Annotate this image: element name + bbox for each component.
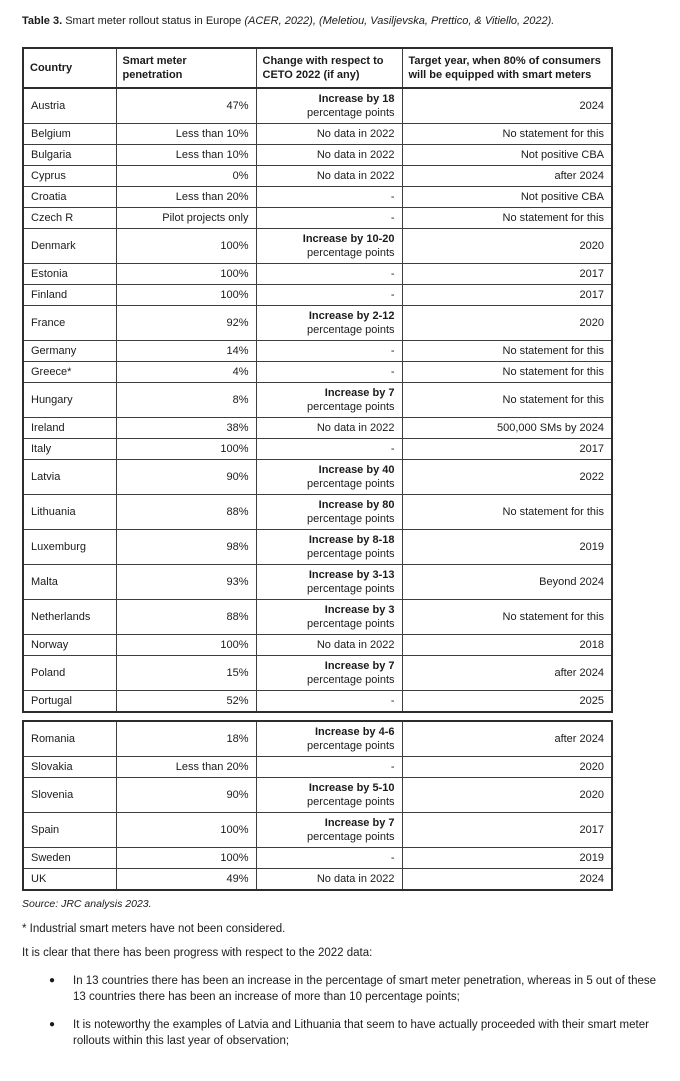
table-caption-citation: (ACER, 2022), (Meletiou, Vasiljevska, Prettico, & Vitiello, 2022). xyxy=(244,15,555,27)
penetration-cell: 49% xyxy=(116,869,256,891)
target-year-cell: No statement for this xyxy=(402,341,612,362)
change-amount: Increase by 3 xyxy=(324,604,395,616)
change-cell xyxy=(256,383,402,418)
change-cell xyxy=(256,306,402,341)
country-cell: Cyprus xyxy=(23,166,116,187)
penetration-cell: 100% xyxy=(116,848,256,869)
penetration-cell: 0% xyxy=(116,166,256,187)
change-cell xyxy=(256,813,402,848)
change-cell: - xyxy=(256,757,402,778)
target-year-cell: 2025 xyxy=(402,691,612,713)
table-row xyxy=(23,418,612,439)
change-amount: Increase by 18 xyxy=(318,93,395,105)
change-unit: percentage points xyxy=(307,674,395,686)
country-cell: Estonia xyxy=(23,264,116,285)
change-cell: - xyxy=(256,285,402,306)
column-header-target-year: Target year, when 80% of consumers will be equipped with smart meters xyxy=(402,48,612,88)
change-cell xyxy=(256,88,402,124)
penetration-cell: 88% xyxy=(116,600,256,635)
target-year-cell: No statement for this xyxy=(402,383,612,418)
penetration-cell: 92% xyxy=(116,306,256,341)
country-cell: Croatia xyxy=(23,187,116,208)
target-year-cell: 2020 xyxy=(402,229,612,264)
change-unit: percentage points xyxy=(307,583,395,595)
country-cell: Portugal xyxy=(23,691,116,713)
penetration-cell: 52% xyxy=(116,691,256,713)
country-cell: Sweden xyxy=(23,848,116,869)
target-year-cell: 2020 xyxy=(402,757,612,778)
target-year-cell: No statement for this xyxy=(402,208,612,229)
footnote: * Industrial smart meters have not been considered. xyxy=(22,923,286,935)
bullet-list xyxy=(22,973,660,1049)
country-cell: Netherlands xyxy=(23,600,116,635)
country-cell: France xyxy=(23,306,116,341)
table-row xyxy=(23,229,612,264)
country-cell: Norway xyxy=(23,635,116,656)
penetration-cell: 90% xyxy=(116,460,256,495)
change-cell xyxy=(256,495,402,530)
target-year-cell: 500,000 SMs by 2024 xyxy=(402,418,612,439)
target-year-cell: 2019 xyxy=(402,848,612,869)
penetration-cell: 100% xyxy=(116,635,256,656)
table-row xyxy=(23,778,612,813)
change-cell xyxy=(256,229,402,264)
table-caption xyxy=(22,14,660,29)
change-cell xyxy=(256,721,402,757)
penetration-cell: 100% xyxy=(116,285,256,306)
table-row xyxy=(23,757,612,778)
target-year-cell: 2017 xyxy=(402,264,612,285)
target-year-cell: 2022 xyxy=(402,460,612,495)
intro-paragraph: It is clear that there has been progress with respect to the 2022 data: xyxy=(22,947,373,959)
target-year-cell: Beyond 2024 xyxy=(402,565,612,600)
target-year-cell: 2018 xyxy=(402,635,612,656)
table-row xyxy=(23,635,612,656)
table-row xyxy=(23,341,612,362)
change-unit: percentage points xyxy=(307,247,395,259)
table-row xyxy=(23,600,612,635)
table-row xyxy=(23,691,612,713)
penetration-cell: Pilot projects only xyxy=(116,208,256,229)
table-row xyxy=(23,869,612,891)
column-header-change: Change with respect to CETO 2022 (if any) xyxy=(256,48,402,88)
table-row xyxy=(23,565,612,600)
change-unit: percentage points xyxy=(307,548,395,560)
table-row xyxy=(23,383,612,418)
change-unit: percentage points xyxy=(307,740,395,752)
table-row xyxy=(23,530,612,565)
target-year-cell: 2019 xyxy=(402,530,612,565)
penetration-cell: 88% xyxy=(116,495,256,530)
source-note: Source: JRC analysis 2023. xyxy=(22,898,152,910)
penetration-cell: 100% xyxy=(116,439,256,460)
change-unit: percentage points xyxy=(307,618,395,630)
change-cell: No data in 2022 xyxy=(256,869,402,891)
penetration-cell: 38% xyxy=(116,418,256,439)
penetration-cell: 8% xyxy=(116,383,256,418)
change-unit: percentage points xyxy=(307,796,395,808)
change-amount: Increase by 8-18 xyxy=(308,534,395,546)
country-cell: Denmark xyxy=(23,229,116,264)
target-year-cell: 2024 xyxy=(402,869,612,891)
country-cell: Latvia xyxy=(23,460,116,495)
table-body-part-2 xyxy=(23,721,612,890)
penetration-cell: 93% xyxy=(116,565,256,600)
change-cell xyxy=(256,460,402,495)
country-cell: Czech R xyxy=(23,208,116,229)
penetration-cell: Less than 10% xyxy=(116,145,256,166)
change-cell: - xyxy=(256,264,402,285)
penetration-cell: 15% xyxy=(116,656,256,691)
country-cell: Austria xyxy=(23,88,116,124)
change-amount: Increase by 2-12 xyxy=(308,310,395,322)
column-header-country: Country xyxy=(23,48,116,88)
change-cell: - xyxy=(256,439,402,460)
penetration-cell: 100% xyxy=(116,264,256,285)
bullet-item xyxy=(22,1017,660,1049)
target-year-cell: No statement for this xyxy=(402,495,612,530)
target-year-cell: 2020 xyxy=(402,306,612,341)
change-unit: percentage points xyxy=(307,324,395,336)
bullet-icon: ● xyxy=(49,975,56,986)
table-row xyxy=(23,656,612,691)
penetration-cell: Less than 10% xyxy=(116,124,256,145)
change-cell: - xyxy=(256,848,402,869)
country-cell: Belgium xyxy=(23,124,116,145)
penetration-cell: 100% xyxy=(116,813,256,848)
change-cell: No data in 2022 xyxy=(256,145,402,166)
change-amount: Increase by 5-10 xyxy=(308,782,395,794)
table-row xyxy=(23,460,612,495)
table-row xyxy=(23,187,612,208)
smart-meter-table-part-1 xyxy=(22,47,613,713)
change-cell: No data in 2022 xyxy=(256,418,402,439)
table-caption-text: Smart meter rollout status in Europe xyxy=(65,15,242,27)
country-cell: Ireland xyxy=(23,418,116,439)
change-amount: Increase by 3-13 xyxy=(308,569,395,581)
penetration-cell: 100% xyxy=(116,229,256,264)
change-amount: Increase by 10-20 xyxy=(302,233,395,245)
change-amount: Increase by 7 xyxy=(324,387,395,399)
change-cell: - xyxy=(256,187,402,208)
table-caption-label: Table 3. xyxy=(22,15,63,27)
table-row xyxy=(23,166,612,187)
country-cell: Slovenia xyxy=(23,778,116,813)
table-row xyxy=(23,721,612,757)
penetration-cell: 14% xyxy=(116,341,256,362)
target-year-cell: after 2024 xyxy=(402,656,612,691)
penetration-cell: 90% xyxy=(116,778,256,813)
country-cell: Bulgaria xyxy=(23,145,116,166)
change-cell: - xyxy=(256,341,402,362)
country-cell: Hungary xyxy=(23,383,116,418)
change-cell xyxy=(256,530,402,565)
penetration-cell: Less than 20% xyxy=(116,187,256,208)
target-year-cell: No statement for this xyxy=(402,362,612,383)
penetration-cell: 4% xyxy=(116,362,256,383)
country-cell: Slovakia xyxy=(23,757,116,778)
table-row xyxy=(23,285,612,306)
country-cell: Greece* xyxy=(23,362,116,383)
change-unit: percentage points xyxy=(307,107,395,119)
table-row xyxy=(23,813,612,848)
penetration-cell: 98% xyxy=(116,530,256,565)
header-row xyxy=(23,48,612,88)
penetration-cell: Less than 20% xyxy=(116,757,256,778)
table-row xyxy=(23,362,612,383)
bullet-text: In 13 countries there has been an increase in the percentage of smart meter penetration, whereas in 5 out of these 13 countries there has been an increase of more than 10 percentage points; xyxy=(73,975,657,1003)
table-row xyxy=(23,306,612,341)
target-year-cell: 2017 xyxy=(402,439,612,460)
target-year-cell: No statement for this xyxy=(402,124,612,145)
target-year-cell: Not positive CBA xyxy=(402,187,612,208)
change-cell: - xyxy=(256,208,402,229)
table-row xyxy=(23,264,612,285)
change-unit: percentage points xyxy=(307,831,395,843)
target-year-cell: Not positive CBA xyxy=(402,145,612,166)
table-row xyxy=(23,439,612,460)
target-year-cell: 2024 xyxy=(402,88,612,124)
change-cell: No data in 2022 xyxy=(256,124,402,145)
target-year-cell: after 2024 xyxy=(402,166,612,187)
bullet-text: It is noteworthy the examples of Latvia and Lithuania that seem to have actually proceeded with their smart meter rollouts within this last year of observation; xyxy=(73,1019,649,1047)
change-cell: No data in 2022 xyxy=(256,166,402,187)
country-cell: Lithuania xyxy=(23,495,116,530)
table-row xyxy=(23,88,612,124)
table-row xyxy=(23,848,612,869)
bullet-item xyxy=(22,973,660,1005)
column-header-penetration: Smart meter penetration xyxy=(116,48,256,88)
table-row xyxy=(23,208,612,229)
table-row xyxy=(23,495,612,530)
country-cell: Romania xyxy=(23,721,116,757)
penetration-cell: 18% xyxy=(116,721,256,757)
table-row xyxy=(23,145,612,166)
change-cell xyxy=(256,778,402,813)
change-unit: percentage points xyxy=(307,513,395,525)
smart-meter-table-part-2 xyxy=(22,720,613,891)
country-cell: UK xyxy=(23,869,116,891)
country-cell: Malta xyxy=(23,565,116,600)
table-body-part-1 xyxy=(23,88,612,712)
country-cell: Italy xyxy=(23,439,116,460)
table-row xyxy=(23,124,612,145)
change-unit: percentage points xyxy=(307,401,395,413)
penetration-cell: 47% xyxy=(116,88,256,124)
change-amount: Increase by 40 xyxy=(318,464,395,476)
change-cell: No data in 2022 xyxy=(256,635,402,656)
target-year-cell: 2017 xyxy=(402,813,612,848)
country-cell: Spain xyxy=(23,813,116,848)
target-year-cell: after 2024 xyxy=(402,721,612,757)
country-cell: Germany xyxy=(23,341,116,362)
table-header xyxy=(23,48,612,88)
change-cell: - xyxy=(256,691,402,713)
change-cell xyxy=(256,656,402,691)
target-year-cell: 2017 xyxy=(402,285,612,306)
target-year-cell: 2020 xyxy=(402,778,612,813)
change-amount: Increase by 80 xyxy=(318,499,395,511)
country-cell: Poland xyxy=(23,656,116,691)
target-year-cell: No statement for this xyxy=(402,600,612,635)
change-unit: percentage points xyxy=(307,478,395,490)
country-cell: Finland xyxy=(23,285,116,306)
bullet-icon: ● xyxy=(49,1019,56,1030)
change-amount: Increase by 7 xyxy=(324,660,395,672)
country-cell: Luxemburg xyxy=(23,530,116,565)
change-cell: - xyxy=(256,362,402,383)
change-cell xyxy=(256,565,402,600)
change-amount: Increase by 4-6 xyxy=(315,726,395,738)
change-cell xyxy=(256,600,402,635)
change-amount: Increase by 7 xyxy=(324,817,395,829)
